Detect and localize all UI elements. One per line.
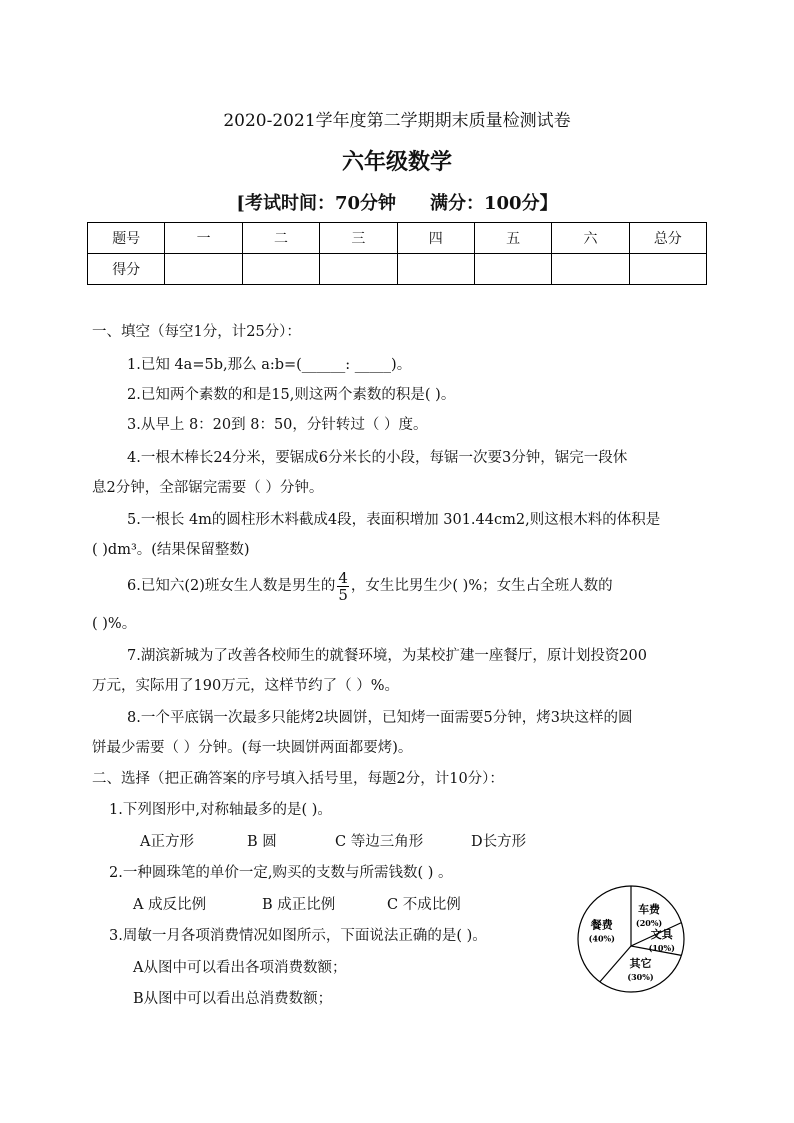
score-cell[interactable]	[474, 254, 551, 285]
s1-question-5-line2: ( )dm³。(结果保留整数)	[92, 542, 250, 558]
s1-question-3: 3.从早上 8：20到 8：50，分针转过（ ）度。	[127, 417, 428, 433]
score-cell[interactable]	[552, 254, 629, 285]
s2-q1-option-b: B 圆	[247, 834, 277, 850]
score-cell[interactable]	[397, 254, 474, 285]
pie-slice-value-label: (40%)	[588, 933, 615, 944]
section1-heading: 一、填空（每空1分，计25分）：	[92, 324, 301, 340]
s1-question-4-line1: 4.一根木棒长24分米，要锯成6分米长的小段，每锯一次要3分钟，锯完一段休	[127, 450, 628, 466]
s1-question-8-line2: 饼最少需要（ ）分钟。(每一块圆饼两面都要烤)。	[92, 740, 413, 756]
s2-q2-option-a: A 成反比例	[133, 897, 207, 913]
time-limit: [考试时间：70分钟	[236, 193, 396, 214]
fraction-numerator: 4	[338, 568, 348, 587]
section2-heading: 二、选择（把正确答案的序号填入括号里，每题2分，计10分）：	[92, 771, 504, 787]
exam-info	[0, 189, 794, 215]
pie-slice-label: 餐费	[590, 918, 613, 932]
score-cell[interactable]	[320, 254, 397, 285]
s1-question-6-line1	[127, 566, 613, 606]
score-table-score-row	[88, 254, 707, 285]
subject-title: 六年级数学	[341, 149, 452, 175]
s2-question-2: 2.一种圆珠笔的单价一定,购买的支数与所需钱数( ) 。	[109, 865, 453, 881]
header-cell: 总分	[629, 223, 706, 254]
fraction-four-fifths	[337, 570, 349, 603]
score-cell[interactable]	[165, 254, 242, 285]
full-marks: 满分：100分】	[430, 193, 558, 214]
s1-question-1: 1.已知 4a=5b,那么 a:b=(______: _____)。	[127, 357, 412, 373]
expense-pie-chart	[576, 882, 696, 1002]
s2-question-3: 3.周敏一月各项消费情况如图所示，下面说法正确的是( )。	[109, 928, 487, 944]
header-cell: 五	[474, 223, 551, 254]
header-cell: 二	[242, 223, 319, 254]
q6-text-after: ，女生比男生少( )%；女生占全班人数的	[350, 578, 613, 594]
header-cell: 一	[165, 223, 242, 254]
pie-slice-label: 车费	[638, 903, 661, 917]
score-row-label: 得分	[88, 254, 165, 285]
s1-question-7-line1: 7.湖滨新城为了改善各校师生的就餐环境，为某校扩建一座餐厅，原计划投资200	[127, 648, 648, 664]
s2-q1-option-d: D长方形	[471, 834, 527, 850]
s2-question-1: 1.下列图形中,对称轴最多的是( )。	[109, 802, 332, 818]
s1-question-4-line2: 息2分钟，全部锯完需要（ ）分钟。	[92, 480, 324, 496]
score-table	[87, 222, 707, 285]
pie-slice-value-label: (30%)	[627, 972, 654, 983]
fraction-denominator: 5	[338, 585, 348, 604]
score-cell[interactable]	[242, 254, 319, 285]
header-cell: 三	[320, 223, 397, 254]
pie-slice-label: 其它	[629, 957, 652, 971]
header-cell: 六	[552, 223, 629, 254]
s2-q3-option-b: B从图中可以看出总消费数额；	[133, 991, 333, 1007]
header-cell: 四	[397, 223, 474, 254]
s2-q3-option-a: A从图中可以看出各项消费数额；	[133, 960, 347, 976]
header-cell: 题号	[88, 223, 165, 254]
score-table-header-row	[88, 223, 707, 254]
s2-q1-option-a: A正方形	[140, 834, 194, 850]
s2-q2-option-b: B 成正比例	[262, 897, 336, 913]
pie-slice-value-label: (10%)	[648, 943, 675, 953]
s2-q1-option-c: C 等边三角形	[335, 834, 424, 850]
s1-question-7-line2: 万元，实际用了190万元，这样节约了（ ）%。	[92, 678, 400, 694]
pie-slice-label: 文具	[650, 928, 673, 941]
s1-question-2: 2.已知两个素数的和是15,则这两个素数的积是( )。	[127, 387, 456, 403]
exam-title: 2020-2021学年度第二学期期末质量检测试卷	[223, 111, 571, 131]
pie-slice-value-label: (20%)	[635, 918, 663, 929]
score-cell[interactable]	[629, 254, 706, 285]
s2-q2-option-c: C 不成比例	[387, 897, 461, 913]
q6-text-before: 6.已知六(2)班女生人数是男生的	[127, 578, 336, 594]
s1-question-8-line1: 8.一个平底锅一次最多只能烤2块圆饼，已知烤一面需要5分钟，烤3块这样的圆	[127, 710, 633, 726]
s1-question-6-line2: ( )%。	[92, 616, 137, 632]
s1-question-5-line1: 5.一根长 4m的圆柱形木料截成4段，表面积增加 301.44cm2,则这根木料的体积是	[127, 512, 661, 528]
